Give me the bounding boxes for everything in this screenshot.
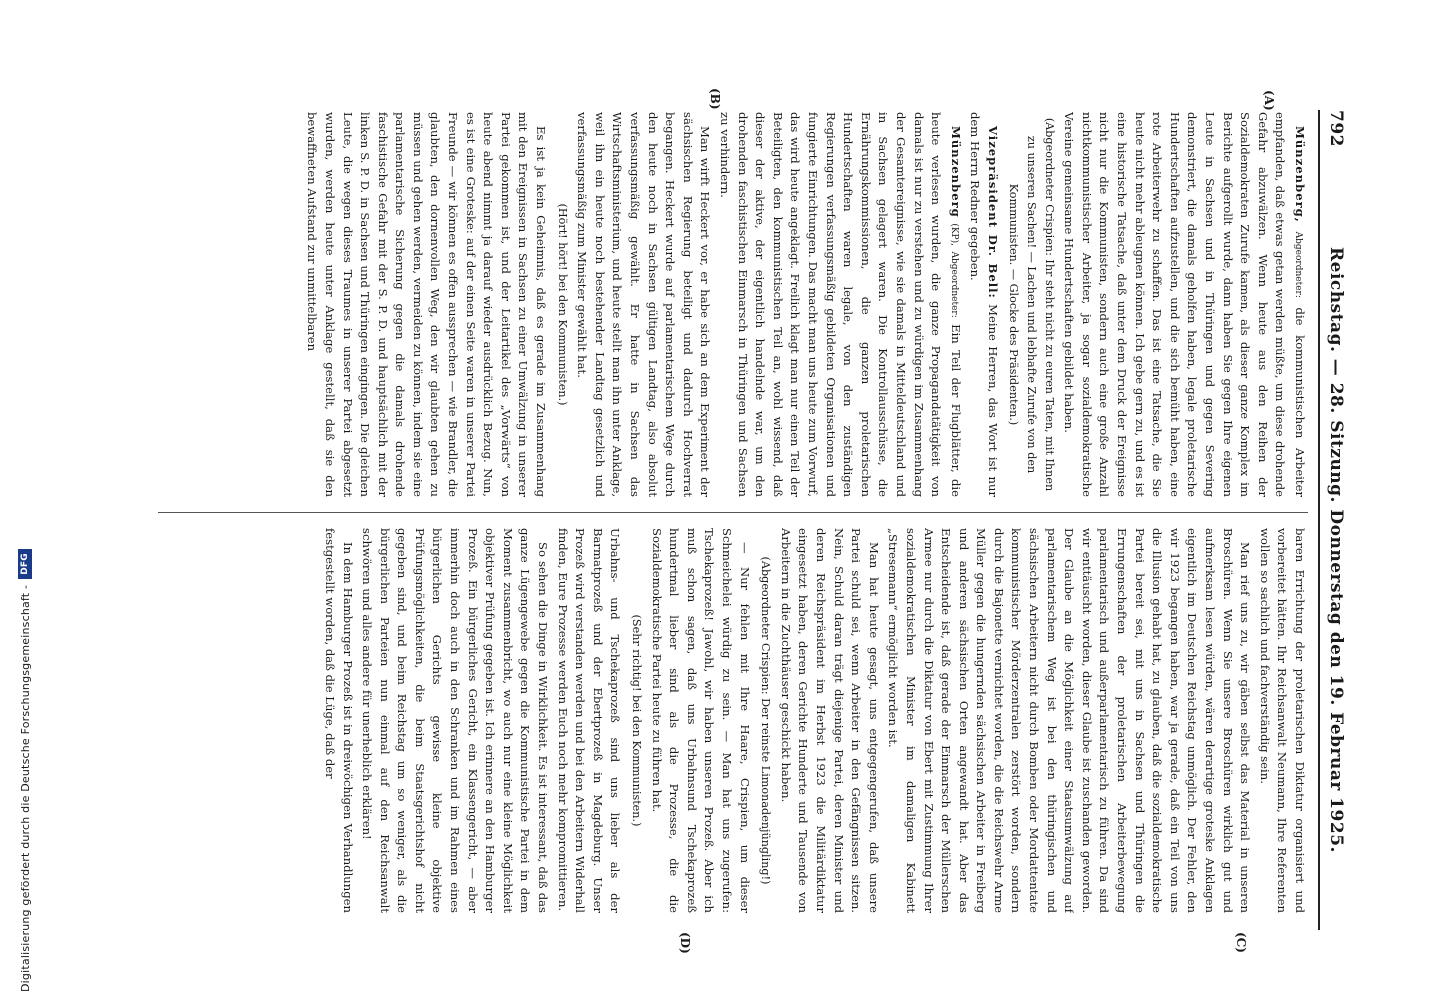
column-divider (158, 512, 1308, 513)
paragraph: In dem Hamburger Prozeß ist in dreiwöchigen Verhandlungen festgestellt worden, daß die Lüge, daß der (322, 528, 355, 913)
margin-marker-b: (B) (708, 88, 722, 110)
paragraph: Man rief uns zu, wir gäben selbst das Material in unseren Broschüren. Wenn Sie unsere Broschüren wirklich gut und aufmerksam lesen würden, wären derartige groteske Anklagen eigentlich im Deutschen Reichstag unmöglich. Der Fehler, den wir 1923 begangen haben, war ja gerade, daß ein Teil von uns die Illusion gehabt hat, zu glauben, daß die sozialdemokratische Partei bereit sei, mit uns in Sachsen und Thüringen die Errungenschaften der proletarischen Arbeiterbewegung parlamentarisch und außerparlamentarisch zu führen. Da sind wir enttäuscht worden, dieser Glaube ist zuschanden geworden. Der Glaube an die Möglichkeit einer Staatsumwälzung auf parlamentarischem Weg ist bei den thüringischen und sächsischen Arbeitern nicht durch Bomben oder Mordattentate kommunistischer Mörderzentralen zerstört worden, sondern durch die Bajonette vernichtet worden, die die Reichswehr Arme Müller gegen die hungernden sächsischen Arbeiter in Freiberg und anderen sächsischen Orten angewandt hat. Aber das Entscheidende ist, daß gerade der Einmarsch der Müllerschen Armee nur durch die Diktatur von Ebert mit Zustimmung Ihrer sozialdemokratischen Minister im damaligen Kabinett „Stresemann“ ermöglicht worden ist. (886, 528, 1253, 913)
paragraph: Man wirft Heckert vor, er habe sich an dem Experiment der sächsischen Regierung beteiligt und dadurch Hochverrat begangen. Heckert wurde auf parlamentarischem Wege durch den heute noch in Sachsen gültigen Landtag, also absolut verfassungsmäßig gewählt. Er hatte in Sachsen das Wirtschaftsministerium, und heute stellt man ihn unter Anklage, weil ihn ein heute noch bestehender Landtag gesetzlich und verfassungsmäßig zum Minister gewählt hat. (575, 112, 713, 497)
paragraph: Man hat heute gesagt, uns entgegengerufen, daß unsere Partei schuld sei, wenn Arbeiter in den Gefängnissen sitzen. Nein, Schuld daran trägt diejenige Partei, deren Minister und deren Reichspräsident im Herbst 1923 die Militärdiktatur eingesetzt haben, deren Gerichte Hunderte und Tausende von Arbeitern in die Zuchthäuser geschickt haben. (778, 528, 881, 913)
speaker-name: Vizepräsident Dr. Bell: (985, 126, 1000, 299)
interjection: (Abgeordneter Crispien: Ihr steht nicht zu euren Taten, mit Ihnen zu unseren Sachen! — Lachen und lebhafte Zurufe von den Kommunisten. — Glocke des Präsidenten.) (1007, 117, 1056, 492)
speech-text: die kommunistischen Arbeiter empfanden, daß etwas getan werden müßte, um diese drohende Gefahr abzuwälzen. Wenn heute aus den Reihen der Sozialdemokraten Zurufe kamen, als dieser ganze Komplex im Berichte aufgerollt wurde, dann haben Sie gegen Ihre eigenen Leute in Sachsen und in Thüringen und gegen Severing demonstriert, die damals geholfen haben, legale proletarische Hundertschaften aufzustellen, und die sich bemüht haben, eine rote Arbeiterwehr zu schaffen. Das ist eine Tatsache, die Sie heute nicht mehr ableugnen können. Ich gebe gern zu, und es ist eine historische Tatsache, daß unter dem Druck der Ereignisse nicht nur die Kommunisten, sondern auch eine große Anzahl nichtkommunistischer Arbeiter, ja sogar sozialdemokratische Vereine gemeinsame Hundertschaften gebildet haben. (1062, 112, 1307, 497)
footer-text: Digitalisierung gefördert durch die Deutsche Forschungsgemeinschaft - (18, 584, 32, 992)
footer-credit (18, 0, 32, 992)
paragraph: baren Errichtung der proletarischen Diktatur organisiert und vorbereitet hätten. Ihr Reichsanwalt Neumann, Ihre Referenten wollen so sachlich und fachverständig sein. (1257, 528, 1307, 913)
paragraph: Urbahns- und Tschekaprozeß sind uns lieber als der Barmatprozeß und der Ebertprozeß in Magdeburg. Unser Prozeß wird verstanden werden und bei den Arbeitern Widerhall finden, Eure Prozesse werden Euch noch mehr kompromittieren. (555, 528, 623, 913)
margin-marker-a: (A) (1262, 90, 1276, 111)
interjection: (Hört! hört! bei den Kommunisten.) (555, 203, 569, 406)
speaker-name: Münzenberg, (1293, 126, 1307, 223)
running-title: Reichstag. — 28. Sitzung. Donnerstag den 19. Februar 1925. (1326, 247, 1346, 853)
header-rule (1318, 110, 1320, 930)
interjection: (Sehr richtig! bei den Kommunisten.) (630, 614, 644, 827)
page-header (1316, 110, 1346, 930)
speech-text: Meine Herren, das Wort ist nur dem Herrn Redner gegeben. (968, 112, 1000, 497)
interjection: (Abgeordneter Crispien: Der reinste Limonadenjüngling!) (759, 556, 773, 885)
speech-paragraph (1060, 112, 1308, 497)
dfg-logo[interactable]: DFG (18, 549, 32, 579)
speech-text: Ein Teil der Flugblätter, die heute verlesen wurden, die ganze Propagandatätigkeit von damals ist nur zu verstehen und zu würdigen im Zusammenhang der Gesamtereignisse, wie sie damals in Mitteldeutschland und in Sachsen gelagert waren. Die Kontrollausschüsse, die Ernährungskommissionen, die ganzen proletarischen Hundertschaften waren legale, von den zuständigen Regierungen verfassungsmäßig gebildeten Organisationen und fungierte Einrichtungen. Das macht man uns heute zum Vorwurf, das wird heute angeklagt. Freilich klagt man nur einen Teil der Beteiligten, den kommunistischen Teil an, wohl wissend, daß dieser der aktive, der eigentlich handelnde war, um den drohenden faschistischen Einmarsch in Thüringen und Sachsen zu verhindern. (718, 112, 963, 497)
page-number: 792 (1326, 110, 1346, 147)
footer-strip (0, 0, 32, 1000)
paragraph: Es ist ja kein Geheimnis, daß es gerade im Zusammenhang mit den Ereignissen in Sachsen zu einer Umwälzung in unserer Partei gekommen ist, und der Leitartikel des „Vorwärts“ von heute abend nimmt ja darauf wieder ausdrücklich Bezug. Nun, es ist eine Groteske: auf der einen Seite waren in unserer Partei Freunde — wir können es offen aussprechen — wie Brandler, die glaubten, den dornenvollen Weg, den wir glaubten gehen zu müssen und gehen werden, vermeiden zu können, indem sie eine parlamentarische Sicherung gegen die damals drohende faschistische Gefahr mit der S. P. D. und hauptsächlich mit der linken S. P. D. in Sachsen und Thüringen eingingen. Die gleichen Leute, die wegen dieses Traumes in unserer Partei abgesetzt wurden, werden heute unter Anklage gestellt, daß sie den bewaffneten Aufstand zur unmittelbaren (305, 112, 549, 497)
right-column (158, 528, 1308, 913)
paragraph: So sehen die Dinge in Wirklichkeit. Es ist interessant, daß das ganze Lügengewebe gegen die Kommunistische Partei in dem Moment zusammenbricht, wo auch nur eine kleine Möglichkeit objektiver Prüfung gegeben ist. Ich erinnere an den Hamburger Prozeß. Ein bürgerliches Gericht, ein Klassengericht, — aber immerhin doch auch in den Schranken und im Rahmen eines bürgerlichen Gerichts gewisse kleine objektive Prüfungsmöglichkeiten, die beim Staatsgerichtshof nicht gegeben sind, und beim Reichstag um so weniger, als die bürgerlichen Parteien nun einmal auf den Reichsanwalt schwören und alles andere für unerheblich erklären! (360, 528, 551, 913)
left-column (158, 112, 1308, 497)
speaker-role: Abgeordneter: (1293, 222, 1303, 298)
speaker-name: Münzenberg (948, 126, 963, 218)
margin-marker-d: (D) (678, 932, 692, 954)
speaker-role: (KP), Abgeordneter: (948, 217, 959, 318)
margin-marker-c: (C) (1234, 932, 1248, 953)
speech-paragraph (966, 112, 1001, 497)
paragraph: — Nur fehlen mit Ihre Haare, Crispien, um dieser Schmeichelei würdig zu sein. — Man hat uns zugerufen: Tschekaprozeß! Jawohl, wir haben unseren Prozeß. Aber ich muß schon sagen, daß uns Urbahnsund Tschekaprozeß hundertmal lieber sind als die Prozesse, die die Sozialdemokratische Partei heute zu führen hat. (649, 528, 752, 913)
speech-paragraph (715, 112, 963, 497)
